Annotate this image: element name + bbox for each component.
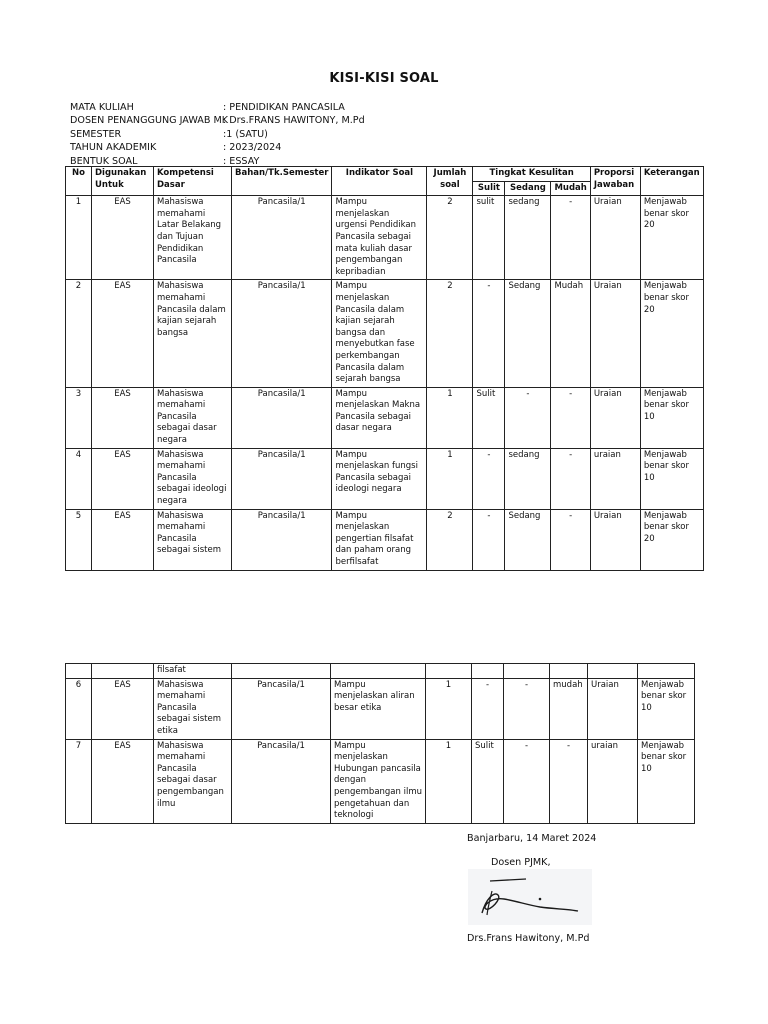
cell-used-for: EAS (92, 448, 154, 509)
signatory-name: Drs.Frans Hawitony, M.Pd (467, 933, 590, 944)
info-value: : ESSAY (223, 155, 260, 167)
cell-indicator: Mampu menjelaskan Pancasila dalam kajian sejarah bangsa dan menyebutkan fase perkembangan Pancasila dalam sejarah bangsa (332, 280, 427, 387)
cell-no: 4 (66, 448, 92, 509)
cell-count: 2 (427, 196, 473, 280)
blueprint-table (65, 166, 704, 571)
empty-cell (331, 664, 426, 679)
header-used-for: Digunakan Untuk (92, 167, 154, 196)
cell-medium: sedang (505, 196, 551, 280)
header-count: Jumlah soal (427, 167, 473, 196)
table-row-continuation (66, 664, 695, 679)
info-value: : PENDIDIKAN PANCASILA (223, 102, 345, 113)
header-indicator: Indikator Soal (332, 167, 427, 196)
cell-competency: Mahasiswa memahami Latar Belakang dan Tujuan Pendidikan Pancasila (154, 196, 232, 280)
cell-notes: Menjawab benar skor 20 (640, 280, 703, 387)
info-value: :1 (SATU) (223, 128, 268, 140)
cell-count: 1 (427, 387, 473, 448)
cell-hard: - (473, 448, 505, 509)
cell-used-for: EAS (92, 196, 154, 280)
handwritten-signature (468, 869, 592, 925)
cell-material: Pancasila/1 (232, 280, 332, 387)
cell-material: Pancasila/1 (232, 509, 332, 570)
cell-hard: sulit (473, 196, 505, 280)
empty-cell (588, 664, 638, 679)
cell-proportion: Uraian (588, 678, 638, 739)
cell-competency: Mahasiswa memahami Pancasila dalam kajian sejarah bangsa (154, 280, 232, 387)
signature-drawing (468, 869, 592, 925)
cell-notes: Menjawab benar skor 10 (640, 387, 703, 448)
cell-no: 3 (66, 387, 92, 448)
cell-no: 7 (66, 739, 92, 823)
cell-proportion: Uraian (590, 280, 640, 387)
cell-hard: - (473, 280, 505, 387)
cell-proportion: uraian (588, 739, 638, 823)
cell-material: Pancasila/1 (232, 196, 332, 280)
cell-hard: - (473, 509, 505, 570)
cell-proportion: Uraian (590, 509, 640, 570)
document-title: KISI-KISI SOAL (329, 71, 439, 86)
cell-used-for: EAS (92, 387, 154, 448)
cell-hard: - (472, 678, 504, 739)
cell-easy: - (551, 196, 590, 280)
cell-hard: Sulit (473, 387, 505, 448)
table-row (66, 280, 704, 387)
cell-count: 2 (427, 509, 473, 570)
empty-cell (550, 664, 588, 679)
cell-indicator: Mampu menjelaskan Hubungan pancasila dengan pengembangan ilmu pengetahuan dan teknologi (331, 739, 426, 823)
info-row-academic-year (70, 141, 365, 154)
signature-role: Dosen PJMK, (491, 857, 551, 868)
empty-cell (92, 664, 154, 679)
header-notes: Keterangan (640, 167, 703, 196)
cell-count: 1 (427, 448, 473, 509)
cell-medium: - (504, 739, 550, 823)
cell-competency: Mahasiswa memahami Pancasila sebagai dasar negara (154, 387, 232, 448)
cell-no: 2 (66, 280, 92, 387)
course-info (70, 101, 365, 168)
cell-used-for: EAS (92, 739, 154, 823)
place-date: Banjarbaru, 14 Maret 2024 (467, 833, 597, 844)
header-competency: Kompetensi Dasar (154, 167, 232, 196)
header-easy: Mudah (551, 181, 590, 196)
cell-notes: Menjawab benar skor 10 (638, 739, 695, 823)
table-row (66, 739, 695, 823)
cell-hard: Sulit (472, 739, 504, 823)
cell-easy: - (551, 509, 590, 570)
table-row (66, 387, 704, 448)
info-row-lecturer (70, 114, 365, 127)
cell-material: Pancasila/1 (232, 448, 332, 509)
cell-material: Pancasila/1 (232, 678, 331, 739)
cell-notes: Menjawab benar skor 20 (640, 196, 703, 280)
cell-no: 6 (66, 678, 92, 739)
cell-indicator: Mampu menjelaskan pengertian filsafat dan paham orang berfilsafat (332, 509, 427, 570)
empty-cell (66, 664, 92, 679)
header-hard: Sulit (473, 181, 505, 196)
cell-medium: Sedang (505, 280, 551, 387)
cell-competency-continued: filsafat (154, 664, 232, 679)
header-medium: Sedang (505, 181, 551, 196)
cell-indicator: Mampu menjelaskan aliran besar etika (331, 678, 426, 739)
info-label: SEMESTER (70, 128, 122, 140)
cell-proportion: uraian (590, 448, 640, 509)
info-label: MATA KULIAH (70, 102, 134, 113)
cell-notes: Menjawab benar skor 20 (640, 509, 703, 570)
cell-easy: Mudah (551, 280, 590, 387)
cell-used-for: EAS (92, 280, 154, 387)
header-material: Bahan/Tk.Semester (232, 167, 332, 196)
cell-competency: Mahasiswa memahami Pancasila sebagai ideologi negara (154, 448, 232, 509)
cell-no: 5 (66, 509, 92, 570)
table-row (66, 509, 704, 570)
cell-material: Pancasila/1 (232, 387, 332, 448)
cell-proportion: Uraian (590, 387, 640, 448)
empty-cell (472, 664, 504, 679)
cell-proportion: Uraian (590, 196, 640, 280)
header-proportion: Proporsi Jawaban (590, 167, 640, 196)
cell-indicator: Mampu menjelaskan urgensi Pendidikan Pancasila sebagai mata kuliah dasar pengembangan kepribadian (332, 196, 427, 280)
info-label: DOSEN PENANGGUNG JAWAB MK (70, 115, 229, 127)
cell-easy: - (550, 739, 588, 823)
cell-competency: Mahasiswa memahami Pancasila sebagai dasar pengembangan ilmu (154, 739, 232, 823)
cell-medium: - (504, 678, 550, 739)
header-difficulty: Tingkat Kesulitan (473, 167, 590, 182)
cell-no: 1 (66, 196, 92, 280)
cell-notes: Menjawab benar skor 10 (640, 448, 703, 509)
cell-used-for: EAS (92, 509, 154, 570)
cell-used-for: EAS (92, 678, 154, 739)
cell-competency: Mahasiswa memahami Pancasila sebagai sistem (154, 509, 232, 570)
info-label: TAHUN AKADEMIK (70, 142, 157, 154)
info-label: BENTUK SOAL (70, 155, 138, 167)
cell-indicator: Mampu menjelaskan Makna Pancasila sebagai dasar negara (332, 387, 427, 448)
table-header-row (66, 167, 704, 182)
empty-cell (638, 664, 695, 679)
header-no: No (66, 167, 92, 196)
info-value: : Drs.FRANS HAWITONY, M.Pd (223, 115, 365, 127)
cell-material: Pancasila/1 (232, 739, 331, 823)
blueprint-table-continued (65, 663, 695, 824)
cell-medium: - (505, 387, 551, 448)
info-row-course (70, 101, 365, 114)
cell-indicator: Mampu menjelaskan fungsi Pancasila sebagai ideologi negara (332, 448, 427, 509)
cell-easy: mudah (550, 678, 588, 739)
info-row-semester (70, 128, 365, 141)
cell-easy: - (551, 387, 590, 448)
table-row (66, 448, 704, 509)
cell-easy: - (551, 448, 590, 509)
table-row (66, 678, 695, 739)
cell-count: 1 (426, 739, 472, 823)
info-value: : 2023/2024 (223, 142, 282, 154)
cell-count: 1 (426, 678, 472, 739)
cell-medium: sedang (505, 448, 551, 509)
cell-count: 2 (427, 280, 473, 387)
empty-cell (504, 664, 550, 679)
cell-notes: Menjawab benar skor 10 (638, 678, 695, 739)
cell-competency: Mahasiswa memahami Pancasila sebagai sistem etika (154, 678, 232, 739)
empty-cell (426, 664, 472, 679)
empty-cell (232, 664, 331, 679)
table-row (66, 196, 704, 280)
cell-medium: Sedang (505, 509, 551, 570)
